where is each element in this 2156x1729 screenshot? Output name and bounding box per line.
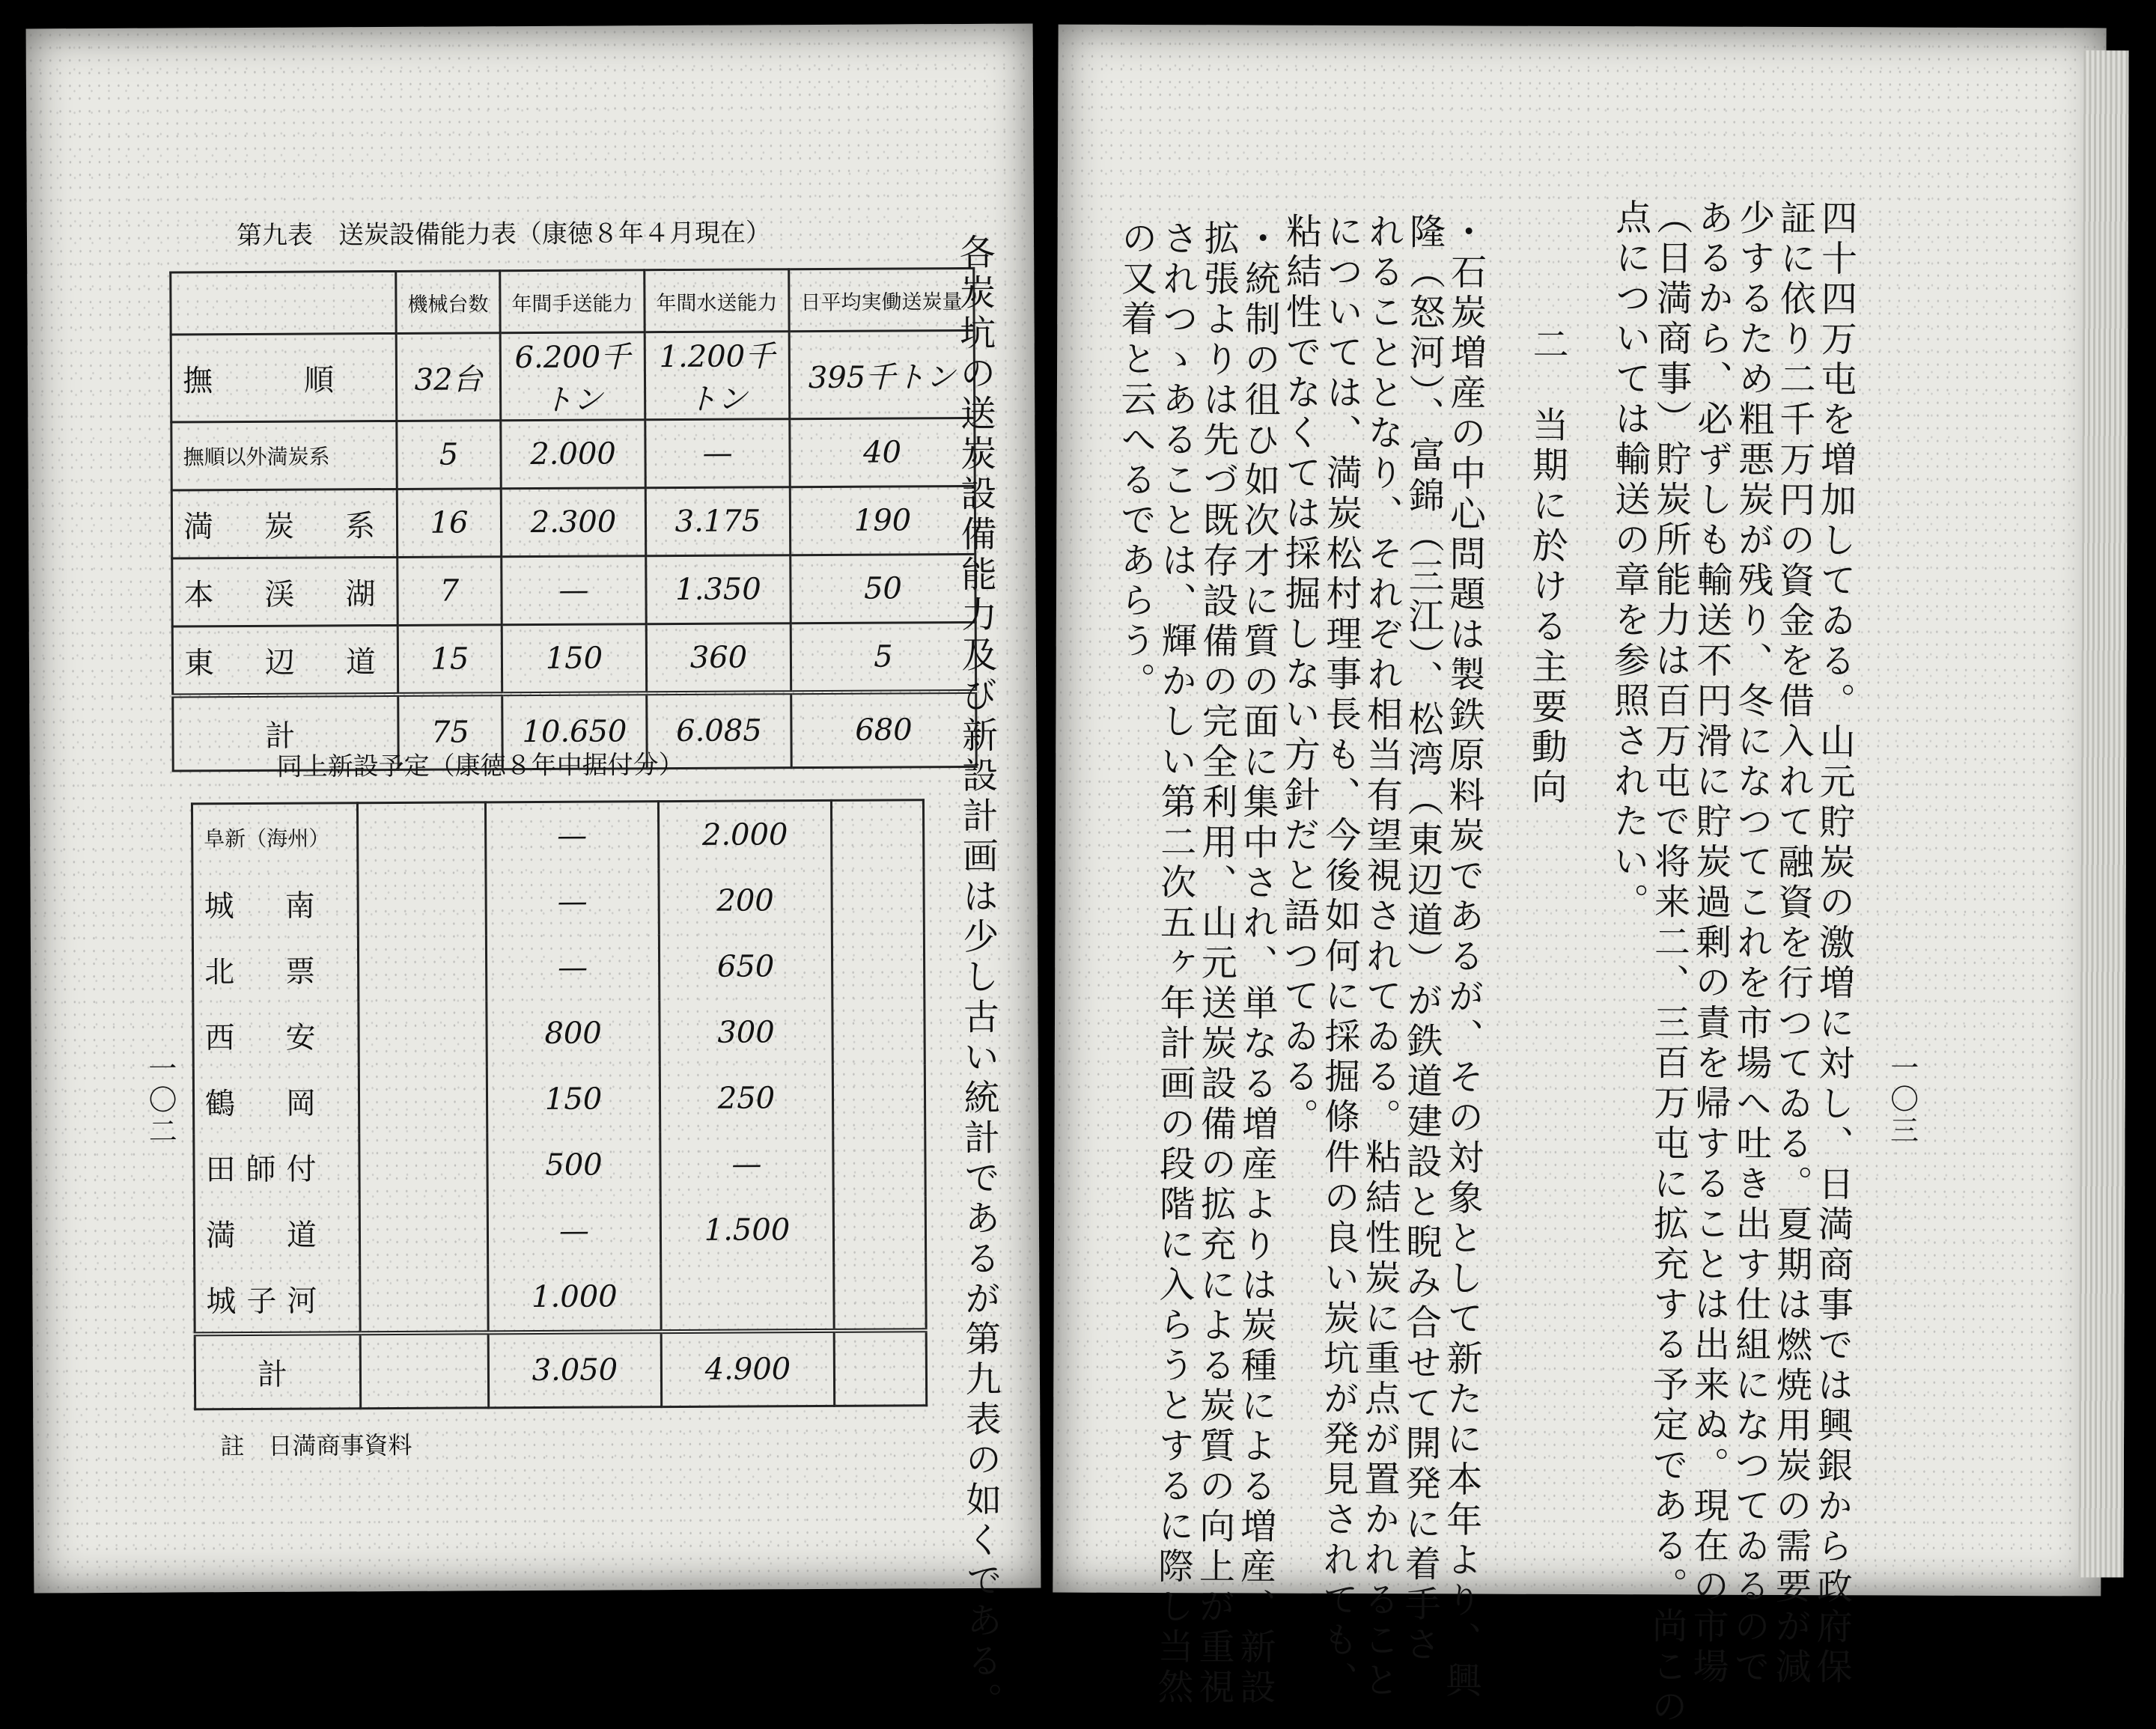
cell-empty bbox=[359, 1132, 487, 1199]
cell-daily: 395千トン bbox=[789, 330, 975, 418]
body-column: （日満商事）貯炭所能力は百万屯で将来二、三百万屯に拡充する予定である。尚この bbox=[1645, 198, 1693, 1728]
cell-empty bbox=[831, 800, 923, 867]
cell-manual: 2.300 bbox=[501, 488, 645, 557]
cell-water bbox=[661, 1263, 834, 1332]
table-new-installations bbox=[191, 799, 928, 1410]
table1-caption: 第九表 送炭設備能力表（康徳８年４月現在） bbox=[236, 218, 772, 251]
cell-manual: 150 bbox=[487, 1066, 660, 1132]
table-total-row bbox=[195, 1330, 927, 1409]
table-capacity bbox=[169, 267, 977, 772]
body-column: 四十四万屯を増加してゐる。山元貯炭の激増に対し、日満商事では興銀から政府保 bbox=[1809, 199, 1857, 1689]
cell-water: 1.500 bbox=[660, 1197, 833, 1263]
cell-empty bbox=[834, 1330, 927, 1406]
table-header-row bbox=[171, 268, 974, 335]
row-label: 城子河 bbox=[195, 1265, 360, 1334]
cell-manual: 800 bbox=[487, 1000, 660, 1067]
body-column: 少するため粗悪炭が残り、冬になつてこれを市場へ吐き出す仕組になつてゐるので bbox=[1727, 198, 1775, 1689]
total-water: 6.085 bbox=[647, 692, 792, 769]
total-manual: 3.050 bbox=[488, 1332, 662, 1408]
cell-water: 200 bbox=[659, 867, 832, 934]
cell-water: 300 bbox=[660, 999, 832, 1066]
table-row bbox=[172, 622, 975, 695]
total-daily: 680 bbox=[791, 692, 977, 768]
table-row bbox=[194, 1130, 925, 1200]
cell-water: 2.000 bbox=[658, 800, 831, 868]
row-label: 満 炭 系 bbox=[171, 489, 397, 558]
cell-water: 250 bbox=[660, 1065, 832, 1132]
body-column: あるから、必ずしも輸送不円滑に貯炭過剰の責を帰することは出来ぬ。現在の市場 bbox=[1686, 198, 1734, 1688]
table-row bbox=[192, 800, 923, 871]
row-label: 城 南 bbox=[192, 870, 358, 936]
table-row bbox=[193, 998, 925, 1068]
table-row bbox=[171, 330, 975, 422]
cell-daily: 50 bbox=[791, 554, 975, 623]
cell-water: — bbox=[645, 419, 790, 488]
total-manual: 10.650 bbox=[502, 693, 648, 769]
cell-empty bbox=[832, 1064, 925, 1131]
total-machines: 75 bbox=[398, 694, 503, 769]
cell-empty bbox=[832, 933, 924, 999]
cell-water: 3.175 bbox=[645, 487, 790, 556]
body-column: 点については輸送の章を参照されたい。 bbox=[1607, 198, 1651, 924]
cell-water: 1.350 bbox=[646, 555, 791, 624]
row-label: 西 安 bbox=[193, 1001, 359, 1068]
cell-empty bbox=[833, 1130, 925, 1197]
body-column: 証に依り二千万円の資金を借入れて融資を行つてゐる。夏期は燃焼用炭の需要が減 bbox=[1768, 198, 1816, 1689]
cell-empty bbox=[357, 802, 485, 870]
cell-empty bbox=[359, 1198, 487, 1265]
cell-water: — bbox=[660, 1131, 833, 1198]
cell-manual: — bbox=[486, 868, 659, 935]
table-row bbox=[194, 1196, 925, 1266]
cell-empty bbox=[833, 1196, 925, 1263]
cell-empty bbox=[358, 869, 486, 936]
total-label: 計 bbox=[195, 1333, 361, 1409]
table-header-cell: 機械台数 bbox=[396, 271, 500, 334]
cell-empty bbox=[834, 1262, 926, 1331]
left-page bbox=[26, 23, 1041, 1723]
row-label: 撫 順 bbox=[171, 333, 397, 422]
cell-empty bbox=[832, 867, 924, 933]
cell-empty bbox=[359, 1001, 487, 1067]
row-label: 田師付 bbox=[194, 1133, 359, 1200]
cell-manual: 500 bbox=[487, 1132, 660, 1198]
table-row bbox=[193, 1064, 925, 1134]
body-column: ・統制の徂ひ如次才に質の面に集中され、単なる増産よりは炭種による増産、新設 bbox=[1233, 219, 1281, 1709]
cell-manual: 150 bbox=[502, 624, 646, 695]
cell-manual: — bbox=[502, 556, 646, 625]
body-column: 拡張よりは先づ既存設備の完全利用、山元送炭設備の拡充による炭質の向上が重視 bbox=[1192, 219, 1240, 1709]
cell-manual: — bbox=[487, 1198, 660, 1264]
body-column: については、満炭松村理事長も、今後如何に採掘條件の良い炭坑が発見されても、 bbox=[1315, 212, 1363, 1702]
body-column: 隆（怒河）、富錦（三江）、松湾（東辺道）が鉄道建設と睨み合せて開発に着手さ bbox=[1398, 213, 1446, 1666]
body-column: の又着と云へるであらう。 bbox=[1113, 219, 1157, 703]
cell-machines: 5 bbox=[397, 421, 501, 490]
table-row bbox=[171, 418, 975, 490]
cell-manual: 6.200千トン bbox=[500, 332, 645, 421]
cell-empty bbox=[360, 1264, 488, 1333]
body-column: 各炭坑の送炭設備能力及び新設計画は少し古い統計であるが第九表の如くである。 bbox=[952, 233, 1003, 1723]
cell-manual: — bbox=[486, 934, 659, 1001]
page-edge bbox=[2078, 50, 2128, 1577]
cell-empty bbox=[360, 1332, 489, 1408]
cell-daily: 5 bbox=[791, 622, 975, 692]
row-label: 北 票 bbox=[192, 936, 358, 1002]
body-column: ・石炭増産の中心問題は製鉄原料炭であるが、その対象として新たに本年より、興 bbox=[1439, 213, 1487, 1702]
row-label: 撫順以外満炭系 bbox=[171, 421, 397, 490]
row-label: 本 渓 湖 bbox=[172, 557, 398, 626]
table-row bbox=[192, 933, 924, 1002]
cell-empty bbox=[359, 1067, 487, 1133]
page-number: 一〇二 bbox=[143, 1053, 177, 1148]
table-row bbox=[172, 554, 975, 626]
cell-manual: 1.000 bbox=[488, 1263, 661, 1332]
cell-empty bbox=[358, 935, 486, 1001]
source-note: 註 日満商事資料 bbox=[220, 1430, 412, 1461]
page-number: 一〇三 bbox=[1885, 1052, 1919, 1147]
table-header-cell: 年間水送能力 bbox=[645, 269, 789, 332]
row-label: 東 辺 道 bbox=[172, 625, 398, 695]
cell-manual: 2.000 bbox=[501, 420, 645, 489]
cell-daily: 40 bbox=[790, 418, 975, 487]
table-header-cell bbox=[171, 271, 396, 335]
cell-machines: 7 bbox=[398, 557, 502, 626]
table-header-cell: 年間手送能力 bbox=[500, 270, 645, 333]
cell-daily: 190 bbox=[790, 486, 975, 555]
cell-empty bbox=[832, 998, 925, 1065]
cell-water: 360 bbox=[646, 623, 791, 694]
section-heading: 二 当期に於ける主要動向 bbox=[1525, 325, 1569, 809]
total-label: 計 bbox=[173, 695, 399, 771]
cell-machines: 16 bbox=[397, 489, 501, 558]
table-row bbox=[171, 486, 975, 558]
cell-water: 1.200千トン bbox=[645, 332, 790, 420]
right-page bbox=[1053, 25, 2106, 1728]
table2-caption: 同上新設予定（康徳８年中据付分） bbox=[276, 749, 684, 782]
cell-water: 650 bbox=[659, 933, 832, 1000]
table-row bbox=[195, 1262, 926, 1334]
body-column: 粘結性でなくては採掘しない方針だと語つてゐる。 bbox=[1276, 212, 1322, 1138]
cell-manual: — bbox=[485, 802, 658, 870]
row-label: 満 道 bbox=[194, 1199, 359, 1266]
cell-machines: 15 bbox=[398, 625, 502, 695]
body-column: れることとなり、それぞれ相当有望視されてゐる。粘結性炭に重点が置かれること bbox=[1356, 212, 1404, 1702]
total-water: 4.900 bbox=[661, 1331, 835, 1407]
body-column: されつゝあることは、輝かしい第二次五ヶ年計画の段階に入らうとするに際し当然 bbox=[1151, 219, 1199, 1709]
table-row bbox=[192, 867, 924, 936]
row-label: 鶴 岡 bbox=[193, 1067, 359, 1134]
cell-machines: 32台 bbox=[396, 333, 501, 421]
table-header-cell: 日平均実働送炭量 bbox=[789, 268, 974, 331]
row-label: 阜新（海州） bbox=[192, 803, 357, 871]
